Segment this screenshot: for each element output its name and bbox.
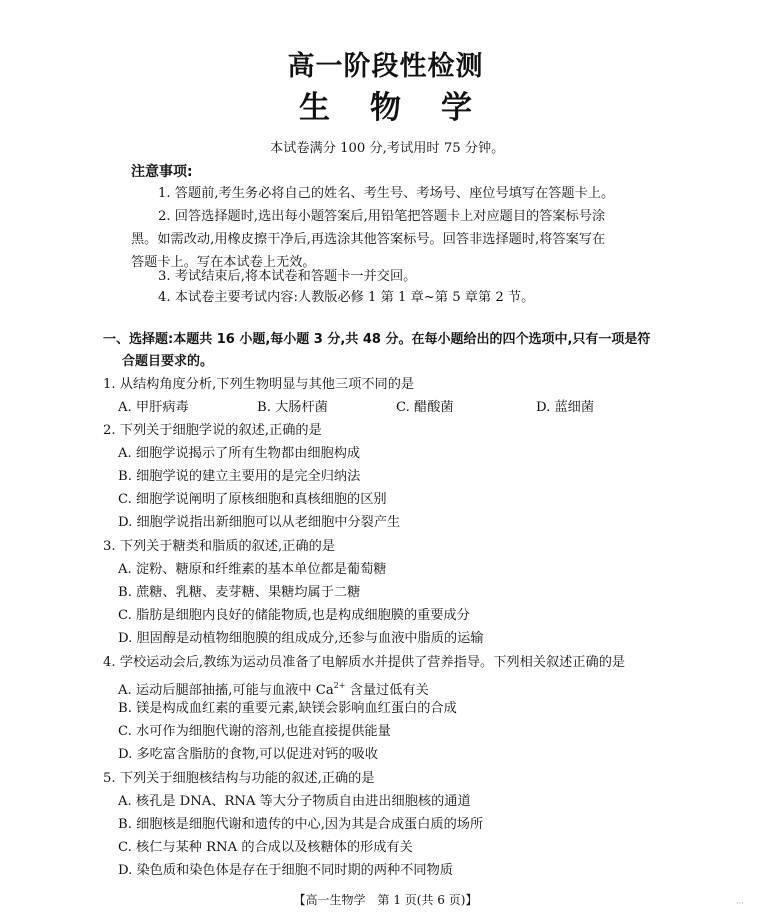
exam-info: 本试卷满分 100 分,考试用时 75 分钟。	[270, 141, 505, 156]
subject-char-1: 生	[299, 90, 330, 126]
question-2-option-b: B. 细胞学说的建立主要用的是完全归纳法	[118, 469, 361, 484]
notice-item-2-line-1: 2. 回答选择题时,选出每小题答案后,用铅笔把答题卡上对应题目的答案标号涂	[158, 209, 606, 224]
corner-mark: ···	[736, 899, 744, 908]
calcium-charge: 2+	[333, 681, 346, 690]
question-4-stem: 4. 学校运动会后,教练为运动员准备了电解质水并提供了营养指导。下列相关叙述正确的是	[103, 655, 626, 670]
question-4-option-a-text: A. 运动后腿部抽搐,可能与血液中 Ca	[118, 683, 334, 698]
notice-heading: 注意事项:	[131, 164, 193, 180]
notice-item-4: 4. 本试卷主要考试内容:人教版必修 1 第 1 章~第 5 章第 2 节。	[158, 290, 535, 305]
question-2-stem: 2. 下列关于细胞学说的叙述,正确的是	[103, 423, 322, 438]
section-heading-line-1: 一、选择题:本题共 16 小题,每小题 3 分,共 48 分。在每小题给出的四个选项中,只有一项是符	[103, 332, 651, 347]
notice-item-1: 1. 答题前,考生务必将自己的姓名、考生号、考场号、座位号填写在答题卡上。	[158, 186, 615, 201]
question-5-option-b: B. 细胞核是细胞代谢和遗传的中心,因为其是合成蛋白质的场所	[118, 817, 484, 832]
subject-char-2: 物	[370, 90, 401, 126]
question-4-option-a-text-end: 含量过低有关	[345, 683, 429, 698]
question-3-option-b: B. 蔗糖、乳糖、麦芽糖、果糖均属于二糖	[118, 585, 361, 600]
question-2-option-c: C. 细胞学说阐明了原核细胞和真核细胞的区别	[118, 492, 387, 507]
question-4-option-c: C. 水可作为细胞代谢的溶剂,也能直接提供能量	[118, 724, 391, 739]
notice-item-3: 3. 考试结束后,将本试卷和答题卡一并交回。	[158, 269, 417, 284]
question-4-option-a	[118, 677, 429, 700]
notice-item-2-line-3: 答题卡上。写在本试卷上无效。	[131, 255, 316, 270]
question-1-option-a: A. 甲肝病毒	[118, 400, 189, 415]
question-1-option-c: C. 醋酸菌	[396, 400, 454, 415]
question-1-option-b: B. 大肠杆菌	[257, 400, 328, 415]
question-3-option-d: D. 胆固醇是动植物细胞膜的组成成分,还参与血液中脂质的运输	[118, 631, 484, 646]
question-4-option-d: D. 多吃富含脂肪的食物,可以促进对钙的吸收	[118, 747, 379, 762]
question-2-option-a: A. 细胞学说揭示了所有生物都由细胞构成	[118, 446, 361, 461]
question-5-stem: 5. 下列关于细胞核结构与功能的叙述,正确的是	[103, 771, 375, 786]
question-3-option-c: C. 脂肪是细胞内良好的储能物质,也是构成细胞膜的重要成分	[118, 608, 470, 623]
exam-title: 高一阶段性检测	[287, 51, 484, 82]
question-1-option-d: D. 蓝细菌	[536, 400, 595, 415]
question-5-option-c: C. 核仁与某种 RNA 的合成以及核糖体的形成有关	[118, 840, 413, 855]
question-5-option-a: A. 核孔是 DNA、RNA 等大分子物质自由进出细胞核的通道	[118, 794, 471, 809]
section-heading-line-2: 合题目要求的。	[122, 354, 214, 369]
question-5-option-d: D. 染色质和染色体是存在于细胞不同时期的两种不同物质	[118, 863, 453, 878]
question-2-option-d: D. 细胞学说指出新细胞可以从老细胞中分裂产生	[118, 515, 401, 530]
notice-item-2-line-2: 黑。如需改动,用橡皮擦干净后,再选涂其他答案标号。回答非选择题时,将答案写在	[131, 232, 606, 247]
subject-title	[0, 82, 771, 127]
question-1-stem: 1. 从结构角度分析,下列生物明显与其他三项不同的是	[103, 377, 415, 392]
question-3-option-a: A. 淀粉、糖原和纤维素的基本单位都是葡萄糖	[118, 562, 387, 577]
question-4-option-b: B. 镁是构成血红素的重要元素,缺镁会影响血红蛋白的合成	[118, 701, 457, 716]
subject-char-3: 学	[441, 90, 472, 126]
page-footer: 【高一生物学 第 1 页(共 6 页)】	[293, 893, 478, 907]
question-3-stem: 3. 下列关于糖类和脂质的叙述,正确的是	[103, 539, 335, 554]
